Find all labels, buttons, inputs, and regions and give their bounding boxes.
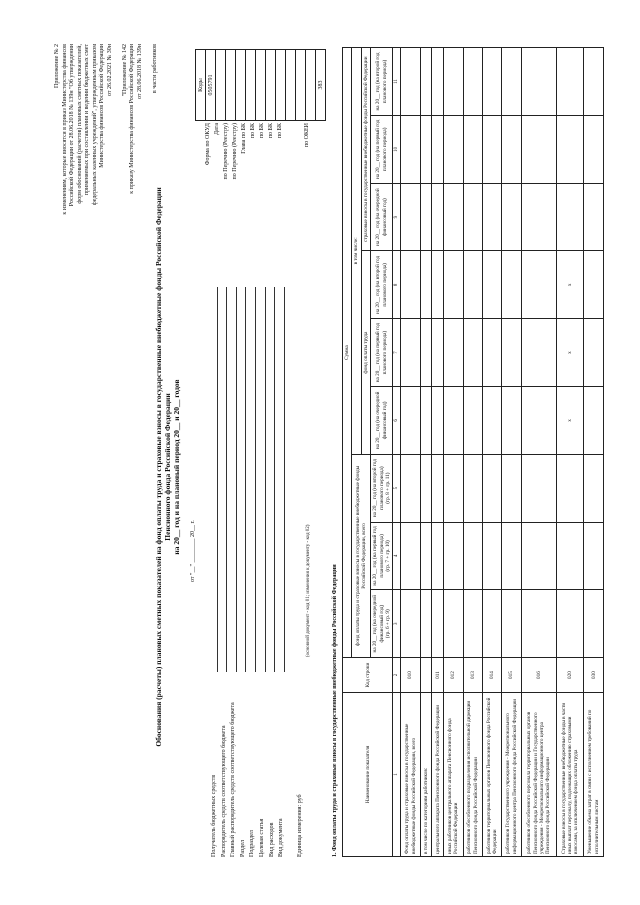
- value-cell[interactable]: [420, 590, 432, 658]
- code-cell[interactable]: [216, 50, 226, 121]
- column-number: 6: [393, 387, 401, 455]
- column-number: 4: [393, 522, 401, 590]
- col-name-header: Наименование показателя: [343, 693, 393, 857]
- code-cell[interactable]: [306, 50, 316, 121]
- table-row: [401, 48, 420, 857]
- row-code: 020: [557, 658, 584, 693]
- header-field-row: [287, 257, 297, 857]
- row-code: 013: [463, 658, 482, 693]
- row-code: 016: [521, 658, 556, 693]
- value-cell[interactable]: [584, 590, 604, 658]
- col-y2-ins: на 20__ год (на первый год планового периода): [371, 115, 393, 183]
- col-y1-fot: на 20__ год (на очередной финансовый год): [371, 387, 393, 455]
- value-cell[interactable]: [502, 522, 521, 590]
- code-label: по БК: [250, 123, 256, 139]
- value-cell[interactable]: [463, 115, 482, 183]
- header-field-label: Подраздел: [249, 830, 256, 857]
- value-cell[interactable]: [557, 590, 584, 658]
- header-field-row: [296, 257, 306, 857]
- header-field-row: [220, 257, 230, 857]
- row-code: 015: [502, 658, 521, 693]
- value-cell[interactable]: [502, 454, 521, 522]
- column-number: 2: [393, 658, 401, 693]
- column-number: 9: [393, 183, 401, 251]
- value-cell[interactable]: [444, 48, 463, 116]
- header-field-label: Единица измерения: руб: [297, 794, 304, 857]
- appendix-line: Приложение № 2: [54, 44, 60, 88]
- value-cell[interactable]: [463, 454, 482, 522]
- appendix-line: федеральных казенных учреждений", утвержденным приказом: [91, 44, 98, 206]
- value-cell[interactable]: [420, 387, 432, 455]
- value-cell[interactable]: [584, 251, 604, 319]
- value-cell[interactable]: [482, 251, 501, 319]
- value-cell[interactable]: [502, 251, 521, 319]
- value-cell[interactable]: [502, 48, 521, 116]
- code-label: по ОКЕИ: [304, 123, 310, 148]
- value-cell[interactable]: [444, 115, 463, 183]
- header-field-row: [258, 257, 268, 857]
- value-cell[interactable]: [463, 387, 482, 455]
- appendix-line: [114, 44, 122, 264]
- value-cell[interactable]: [502, 590, 521, 658]
- table-row: [557, 48, 584, 857]
- value-cell[interactable]: [584, 387, 604, 455]
- appendix-line: Министерства финансов Российской Федерации: [99, 44, 105, 168]
- value-cell[interactable]: [463, 590, 482, 658]
- row-code: 010: [401, 658, 420, 693]
- col-y1-ins: на 20__ год (на очередной финансовый год): [371, 183, 393, 251]
- col-y2-fot: на 20__ год (на первый год планового периода): [371, 319, 393, 387]
- table-row: [432, 48, 444, 857]
- value-cell[interactable]: [482, 115, 501, 183]
- value-cell[interactable]: [401, 454, 420, 522]
- value-cell[interactable]: [482, 522, 501, 590]
- value-cell[interactable]: [444, 183, 463, 251]
- codes-header: Коды: [196, 50, 206, 121]
- rotated-content: [42, 30, 614, 877]
- value-cell[interactable]: [432, 387, 444, 455]
- header-field-label: Распорядитель средств соответствующего бюджета: [220, 725, 227, 857]
- column-number: 7: [393, 319, 401, 387]
- value-cell[interactable]: [420, 115, 432, 183]
- okei-code: 383: [316, 50, 326, 121]
- row-code: 012: [444, 658, 463, 693]
- row-code: 030: [584, 658, 604, 693]
- value-cell[interactable]: [401, 115, 420, 183]
- code-cell[interactable]: [246, 50, 256, 121]
- header-field-label: Главный распорядитель средств соответствующего бюджета: [230, 702, 237, 857]
- codes-labels: [204, 123, 312, 243]
- value-cell[interactable]: [482, 454, 501, 522]
- appendix-line: к изменениям, которые вносятся в приказ Министерства финансов: [61, 44, 68, 215]
- appendix-line: к приказу Министерства финансов Российской Федерации: [129, 44, 135, 194]
- value-cell[interactable]: [463, 522, 482, 590]
- value-cell[interactable]: [432, 115, 444, 183]
- table-row: [502, 48, 521, 857]
- document-page: [42, 30, 614, 877]
- row-name: центрального аппарата Пенсионного фонда Российской Федерации: [432, 693, 444, 857]
- value-cell[interactable]: [420, 319, 432, 387]
- value-cell[interactable]: [584, 319, 604, 387]
- col-y3-ins: на 20__ год (на второй год планового периода): [371, 48, 393, 116]
- code-label: Дата: [214, 123, 220, 135]
- column-numbers-row: [393, 48, 401, 857]
- value-cell[interactable]: [482, 387, 501, 455]
- row-name: в том числе по категориям работников:: [420, 693, 432, 857]
- value-cell[interactable]: [482, 319, 501, 387]
- value-cell[interactable]: [557, 48, 584, 116]
- col-incl-header: в том числе:: [352, 48, 361, 455]
- value-cell[interactable]: [420, 251, 432, 319]
- table-row: [584, 48, 604, 857]
- col-sum-header: Сумма: [343, 48, 352, 658]
- value-cell[interactable]: [482, 48, 501, 116]
- col-fot-header: фонд оплаты труда: [361, 251, 370, 454]
- code-cell[interactable]: [256, 50, 266, 121]
- value-cell[interactable]: [584, 522, 604, 590]
- value-cell[interactable]: [432, 251, 444, 319]
- col-code-header: Код строки: [343, 658, 393, 693]
- value-cell[interactable]: [432, 454, 444, 522]
- appendix-line: [144, 44, 152, 264]
- col-total-group: фонд оплаты труда и страховые взносы в государственные внебюджетные фонды Российской Федерации, всего: [352, 454, 371, 657]
- table-row: [420, 48, 432, 857]
- code-cell[interactable]: [226, 50, 236, 121]
- col-y2-total: на 20__ год (на первый год планового периода) (гр. 7 + гр. 10): [371, 522, 393, 590]
- header-field-label: Вид расходов: [268, 822, 275, 857]
- column-number: 3: [393, 590, 401, 658]
- appendix-line: форм обоснований (расчетов) плановых сметных показателей,: [76, 44, 83, 204]
- value-cell[interactable]: [401, 590, 420, 658]
- header-field-row: [229, 257, 239, 857]
- fill-line[interactable]: [236, 287, 237, 672]
- value-cell[interactable]: [502, 115, 521, 183]
- value-cell[interactable]: [401, 319, 420, 387]
- value-cell[interactable]: [557, 522, 584, 590]
- title-line-3: на 20__ год и на плановый период 20__ и 20__ годов: [172, 379, 181, 555]
- col-y3-fot: на 20__ год (на второй год планового периода): [371, 251, 393, 319]
- value-cell[interactable]: [521, 522, 556, 590]
- value-cell[interactable]: [420, 183, 432, 251]
- value-cell[interactable]: [444, 522, 463, 590]
- doc-type-hint: (основной документ - код 01; изменения к документу - код 02): [306, 524, 311, 657]
- value-cell[interactable]: [584, 183, 604, 251]
- value-cell[interactable]: x: [557, 251, 584, 319]
- value-cell[interactable]: [557, 454, 584, 522]
- code-label: Форма по ОКУД: [205, 123, 211, 166]
- code-cell[interactable]: [276, 50, 286, 121]
- col-y1-total: на 20__ год (на очередной финансовый год) (гр. 6 + гр. 9): [371, 590, 393, 658]
- document-title: [154, 187, 181, 747]
- value-cell[interactable]: [521, 183, 556, 251]
- row-name: иных работников центрального аппарата Пенсионного фонда Российской Федерации: [444, 693, 463, 857]
- value-cell[interactable]: [432, 522, 444, 590]
- row-name: Фонд оплаты труда и страховые взносы в государственные внебюджетные фонды Российской Федерации, всего: [401, 693, 420, 857]
- code-cell[interactable]: [266, 50, 276, 121]
- value-cell[interactable]: [444, 319, 463, 387]
- value-cell[interactable]: [502, 319, 521, 387]
- fill-line[interactable]: [226, 287, 227, 672]
- row-code: 014: [482, 658, 501, 693]
- value-cell[interactable]: [521, 48, 556, 116]
- header-field-row: [248, 257, 258, 857]
- table-row: [521, 48, 556, 857]
- header-field-row: [277, 257, 287, 857]
- document-date: от "__" ________ 20__ г.: [190, 520, 196, 582]
- value-cell[interactable]: [521, 319, 556, 387]
- header-fields: [210, 257, 306, 857]
- column-number: 10: [393, 115, 401, 183]
- fill-line[interactable]: [245, 287, 246, 672]
- value-cell[interactable]: [557, 183, 584, 251]
- code-label: по БК: [259, 123, 265, 139]
- title-line-2: Пенсионного фонда Российской Федерации: [163, 393, 172, 541]
- value-cell[interactable]: [444, 590, 463, 658]
- row-name: работников обособленного персонала территориальных органов Пенсионного фонда Российской Федерации и Государственного учреждения - Межрегионального информационного центра Пенсионного фонда Российской Федерации: [521, 693, 556, 857]
- row-name: работников Государственного учреждения - Межрегионального информационного центра Пенсионного фонда Российской Федерации: [502, 693, 521, 857]
- header-field-label: Получатель бюджетных средств: [211, 774, 217, 857]
- value-cell[interactable]: [401, 522, 420, 590]
- value-cell[interactable]: [463, 319, 482, 387]
- header-field-row: [239, 257, 249, 857]
- header-field-label: Вид документа: [278, 818, 285, 857]
- col-ins-header: страховые взносы в государственные внебюджетные фонды Российской Федерации: [361, 48, 370, 251]
- header-field-label: Целевая статья: [258, 818, 265, 857]
- value-cell[interactable]: [584, 115, 604, 183]
- row-code: 011: [432, 658, 444, 693]
- value-cell[interactable]: [432, 48, 444, 116]
- row-name: Страховые взносы в государственные внебюджетные фонды в части иных выплат персоналу, подлежащих обложению страховыми взносами, за исключением фонда оплаты труда: [557, 693, 584, 857]
- appendix-line: применяемых при составлении и ведении бюджетных смет: [84, 44, 90, 196]
- title-line-1: Обоснования (расчеты) плановых сметных показателей на фонд оплаты труда и страховые взносы в государственные внебюджетные фонды Российской Федерации: [154, 187, 163, 747]
- okud-code: 0505791: [206, 50, 216, 121]
- code-cell[interactable]: [296, 50, 306, 121]
- value-cell[interactable]: [482, 590, 501, 658]
- value-cell[interactable]: [444, 454, 463, 522]
- fill-line[interactable]: [284, 287, 285, 672]
- value-cell[interactable]: [401, 387, 420, 455]
- value-cell[interactable]: x: [557, 387, 584, 455]
- value-cell[interactable]: [432, 183, 444, 251]
- value-cell[interactable]: [444, 387, 463, 455]
- value-cell[interactable]: [521, 251, 556, 319]
- appendix-line: от 26.02.2021 № 30н: [106, 44, 113, 96]
- header-field-row: [268, 257, 278, 857]
- value-cell[interactable]: [463, 48, 482, 116]
- value-cell[interactable]: [463, 251, 482, 319]
- budget-table: [342, 47, 604, 857]
- value-cell[interactable]: [584, 454, 604, 522]
- code-label: по Перечню (Реестру): [223, 123, 229, 180]
- table-row: [482, 48, 501, 857]
- code-label: по БК: [277, 123, 283, 139]
- table-row: [444, 48, 463, 857]
- value-cell[interactable]: [521, 115, 556, 183]
- value-cell[interactable]: x: [557, 319, 584, 387]
- value-cell[interactable]: [521, 454, 556, 522]
- appendix-block: [54, 44, 159, 264]
- col-y3-total: на 20__ год (на второй год планового периода) (гр. 8 + гр. 11): [371, 454, 393, 522]
- fill-line[interactable]: [265, 287, 266, 672]
- code-label: по БК: [268, 123, 274, 139]
- fill-line[interactable]: [255, 287, 256, 672]
- code-cell[interactable]: [286, 50, 296, 121]
- row-name: работников обособленного подразделения исполнительной дирекции Пенсионного фонда Российской Федерации: [463, 693, 482, 857]
- value-cell[interactable]: [502, 183, 521, 251]
- header-field-label: Раздел: [239, 840, 246, 857]
- value-cell[interactable]: [502, 387, 521, 455]
- table-row: [463, 48, 482, 857]
- code-cell[interactable]: [236, 50, 246, 121]
- appendix-line: в части работников: [151, 44, 158, 94]
- column-number: 1: [393, 693, 401, 857]
- value-cell[interactable]: [444, 251, 463, 319]
- value-cell[interactable]: [420, 454, 432, 522]
- appendix-line: "Приложение № 142: [121, 44, 128, 97]
- code-label: по Перечню (Реестру): [232, 123, 238, 180]
- value-cell[interactable]: [584, 48, 604, 116]
- fill-line[interactable]: [274, 287, 275, 672]
- value-cell[interactable]: [432, 590, 444, 658]
- value-cell[interactable]: [401, 48, 420, 116]
- value-cell[interactable]: [401, 183, 420, 251]
- value-cell[interactable]: [521, 590, 556, 658]
- fill-line[interactable]: [217, 287, 218, 672]
- column-number: 11: [393, 48, 401, 116]
- codes-table: [195, 49, 326, 121]
- value-cell[interactable]: [557, 115, 584, 183]
- value-cell[interactable]: [420, 522, 432, 590]
- column-number: 5: [393, 454, 401, 522]
- row-name: Уменьшение объема затрат в связи с исполнением требований по исполнительным листам: [584, 693, 604, 857]
- section-title: 1. Фонд оплаты труда и страховые взносы в государственные внебюджетные фонды Российской Федерации: [332, 564, 338, 857]
- value-cell[interactable]: [521, 387, 556, 455]
- value-cell[interactable]: [432, 319, 444, 387]
- value-cell[interactable]: [401, 251, 420, 319]
- header-field-row: [210, 257, 220, 857]
- column-number: 8: [393, 251, 401, 319]
- row-name: работников территориальных органов Пенсионного фонда Российской Федерации: [482, 693, 501, 857]
- value-cell[interactable]: [482, 183, 501, 251]
- code-label: Глава по БК: [241, 123, 247, 154]
- row-code: [420, 658, 432, 693]
- appendix-line: Российской Федерации от 28.06.2018 № 139н "Об утверждении: [69, 44, 75, 207]
- value-cell[interactable]: [463, 183, 482, 251]
- value-cell[interactable]: [420, 48, 432, 116]
- appendix-line: от 28.06.2018 № 139н: [136, 44, 143, 99]
